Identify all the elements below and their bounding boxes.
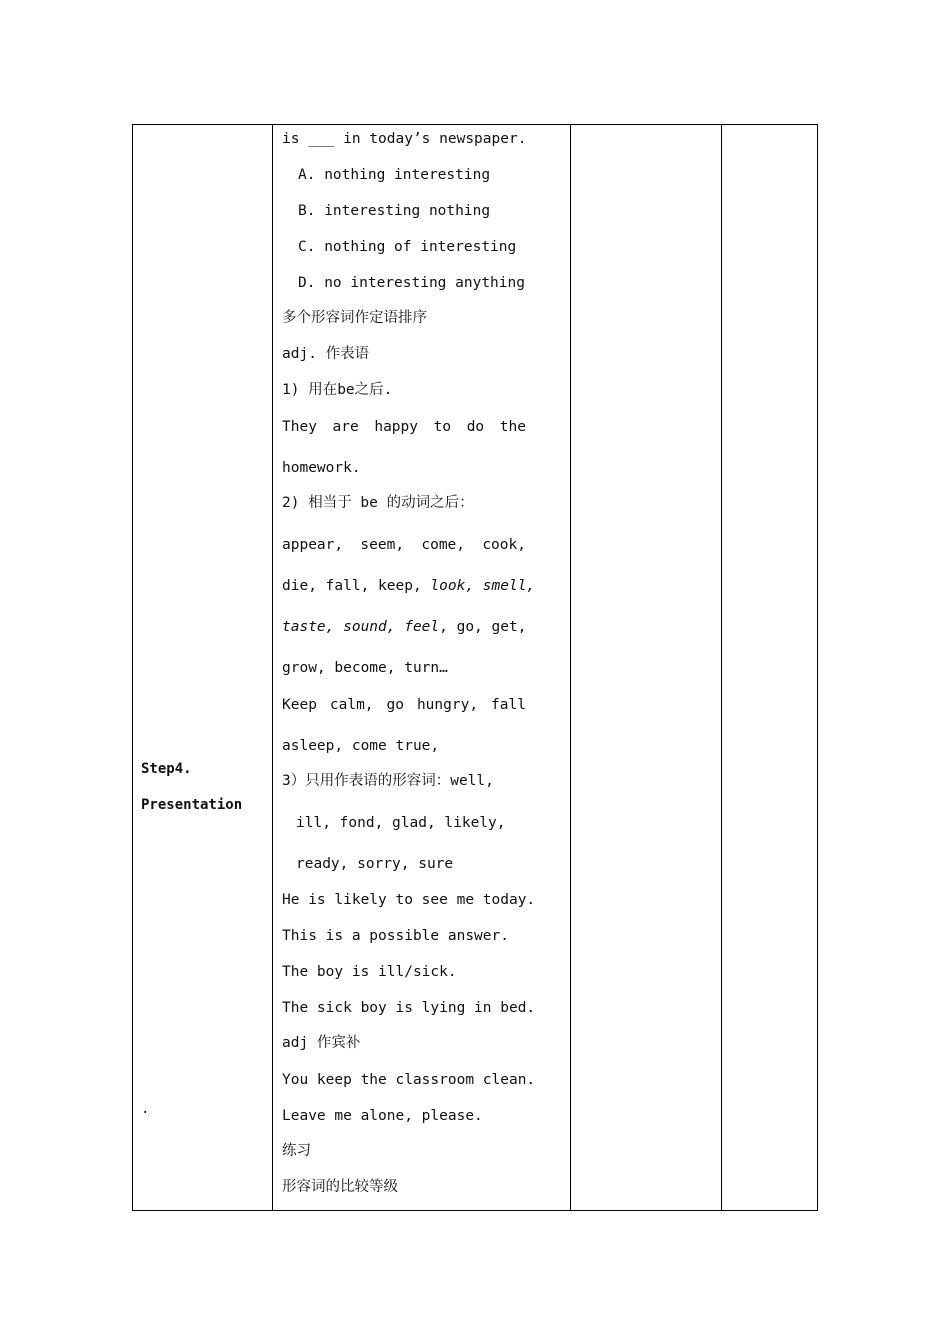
step-title-line2: Presentation: [141, 797, 243, 813]
content-line: [282, 417, 526, 437]
content-line: Leave me alone, please.: [282, 1108, 483, 1124]
italic-run: taste, sound, feel: [282, 619, 440, 635]
content-line: The sick boy is lying in bed.: [282, 1000, 536, 1016]
column-divider: [570, 125, 571, 1210]
content-line: [282, 535, 526, 555]
word: the: [499, 419, 526, 435]
word: fall: [491, 697, 526, 713]
content-line: ready, sorry, sure: [296, 856, 454, 872]
content-line: [282, 576, 535, 596]
word: go: [386, 697, 404, 713]
step-title-line1: Step4.: [141, 761, 192, 777]
text-run: , go, get,: [439, 619, 527, 635]
column-divider: [272, 125, 273, 1210]
word: happy: [374, 419, 418, 435]
column-divider: [721, 125, 722, 1210]
option-b: B. interesting nothing: [298, 203, 491, 219]
content-line: 3）只用作表语的形容词：well,: [282, 773, 494, 789]
content-line: homework.: [282, 460, 361, 476]
word: are: [332, 419, 359, 435]
word: They: [282, 419, 317, 435]
content-line: 形容词的比较等级: [282, 1179, 398, 1195]
word: Keep: [282, 697, 317, 713]
word: to: [433, 419, 452, 435]
content-line: ill, fond, glad, likely,: [296, 815, 506, 831]
content-line: [282, 695, 526, 715]
content-line: 练习: [282, 1143, 311, 1159]
content-line: 多个形容词作定语排序: [282, 310, 427, 326]
lesson-table: [132, 124, 818, 1211]
italic-run: look, smell,: [430, 578, 536, 594]
word: come,: [421, 537, 466, 553]
word: calm,: [329, 697, 374, 713]
content-line: 2) 相当于 be 的动词之后：: [282, 495, 474, 511]
word: seem,: [360, 537, 405, 553]
content-line: 1) 用在be之后.: [282, 382, 393, 398]
step-dot: .: [141, 1101, 150, 1117]
content-line: adj 作宾补: [282, 1035, 361, 1051]
content-line: grow, become, turn…: [282, 660, 448, 676]
content-line: You keep the classroom clean.: [282, 1072, 536, 1088]
text-run: die, fall, keep,: [282, 578, 431, 594]
content-line: This is a possible answer.: [282, 928, 509, 944]
content-line: He is likely to see me today.: [282, 892, 536, 908]
word: appear,: [282, 537, 344, 553]
option-a: A. nothing interesting: [298, 167, 491, 183]
word: cook,: [482, 537, 526, 553]
word: hungry,: [416, 697, 479, 713]
content-line: The boy is ill/sick.: [282, 964, 457, 980]
content-line: asleep, come true,: [282, 738, 440, 754]
option-d: D. no interesting anything: [298, 275, 525, 291]
content-line: is ___ in today’s newspaper.: [282, 131, 527, 147]
step-title: [141, 751, 242, 823]
option-c: C. nothing of interesting: [298, 239, 517, 255]
content-line: [282, 617, 526, 637]
word: do: [466, 419, 485, 435]
content-line: adj. 作表语: [282, 346, 370, 362]
step-cell: [141, 125, 271, 1210]
